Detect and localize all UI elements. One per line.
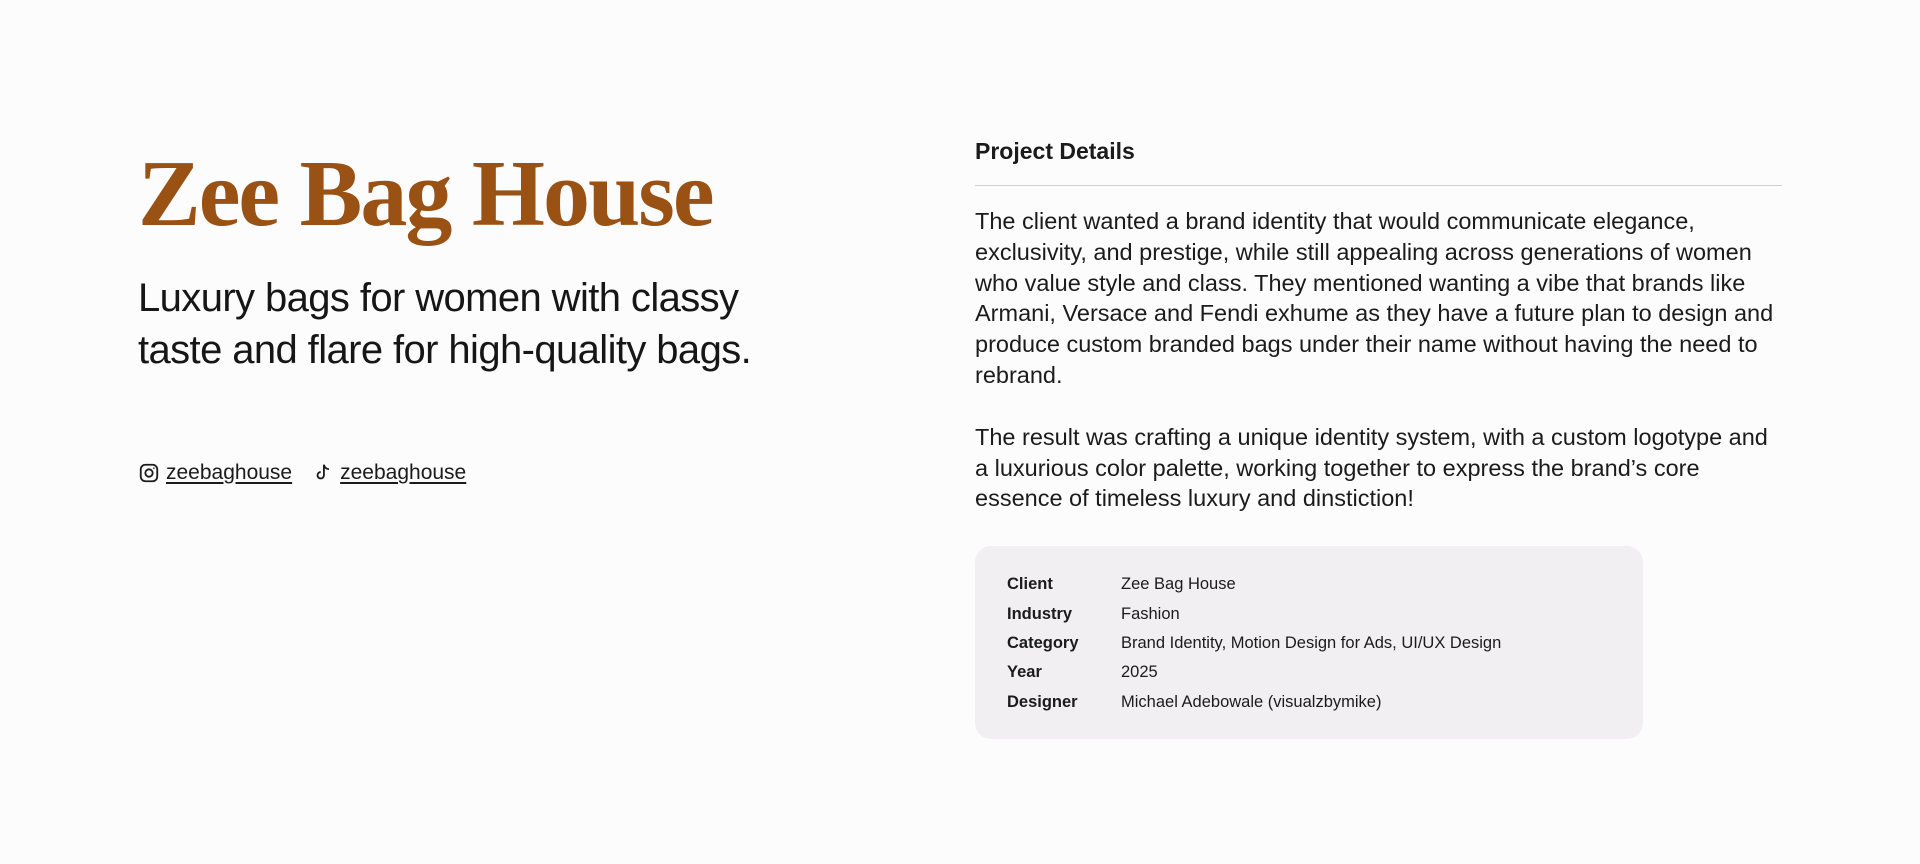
brand-title: Zee Bag House	[138, 142, 713, 246]
tiktok-icon	[312, 462, 334, 484]
detail-label: Category	[1007, 633, 1079, 652]
detail-row-client	[1007, 570, 1611, 599]
detail-row-category	[1007, 629, 1611, 658]
detail-value: Brand Identity, Motion Design for Ads, UI/UX Design	[1121, 633, 1502, 652]
project-result-paragraph: The result was crafting a unique identity system, with a custom logotype and a luxurious color palette, working together to express the brand’s core essence of timeless luxury and dinstiction!	[975, 423, 1768, 512]
detail-label: Industry	[1007, 604, 1073, 623]
detail-value: Michael Adebowale (visualzbymike)	[1121, 692, 1382, 711]
brand-tagline: Luxury bags for women with classy taste and flare for high-quality bags.	[138, 275, 752, 372]
detail-label: Designer	[1007, 692, 1078, 711]
hero-section	[138, 142, 838, 484]
project-description-paragraph: The client wanted a brand identity that would communicate elegance, exclusivity, and prestige, while still appealing across generations of women who value style and class. They mentioned wanting a vibe that brands like Armani, Versace and Fendi exhume as they have a future plan to design and produce custom branded bags under their name without having the need to rebrand.	[975, 208, 1774, 388]
detail-label: Year	[1007, 663, 1042, 682]
detail-value: Zee Bag House	[1121, 575, 1236, 594]
tiktok-link[interactable]	[312, 461, 466, 485]
detail-row-industry	[1007, 599, 1611, 628]
divider	[975, 185, 1782, 186]
project-details-heading: Project Details	[975, 138, 1135, 164]
instagram-icon	[138, 462, 160, 484]
detail-label: Client	[1007, 575, 1053, 594]
social-links	[138, 461, 466, 485]
project-details-section	[975, 137, 1783, 739]
instagram-link[interactable]	[138, 461, 292, 485]
detail-value: 2025	[1121, 663, 1158, 682]
detail-value: Fashion	[1121, 604, 1180, 623]
detail-row-designer	[1007, 687, 1611, 716]
instagram-handle: zeebaghouse	[166, 461, 293, 484]
tiktok-handle: zeebaghouse	[340, 461, 467, 484]
detail-row-year	[1007, 658, 1611, 687]
project-details-card	[975, 546, 1643, 738]
